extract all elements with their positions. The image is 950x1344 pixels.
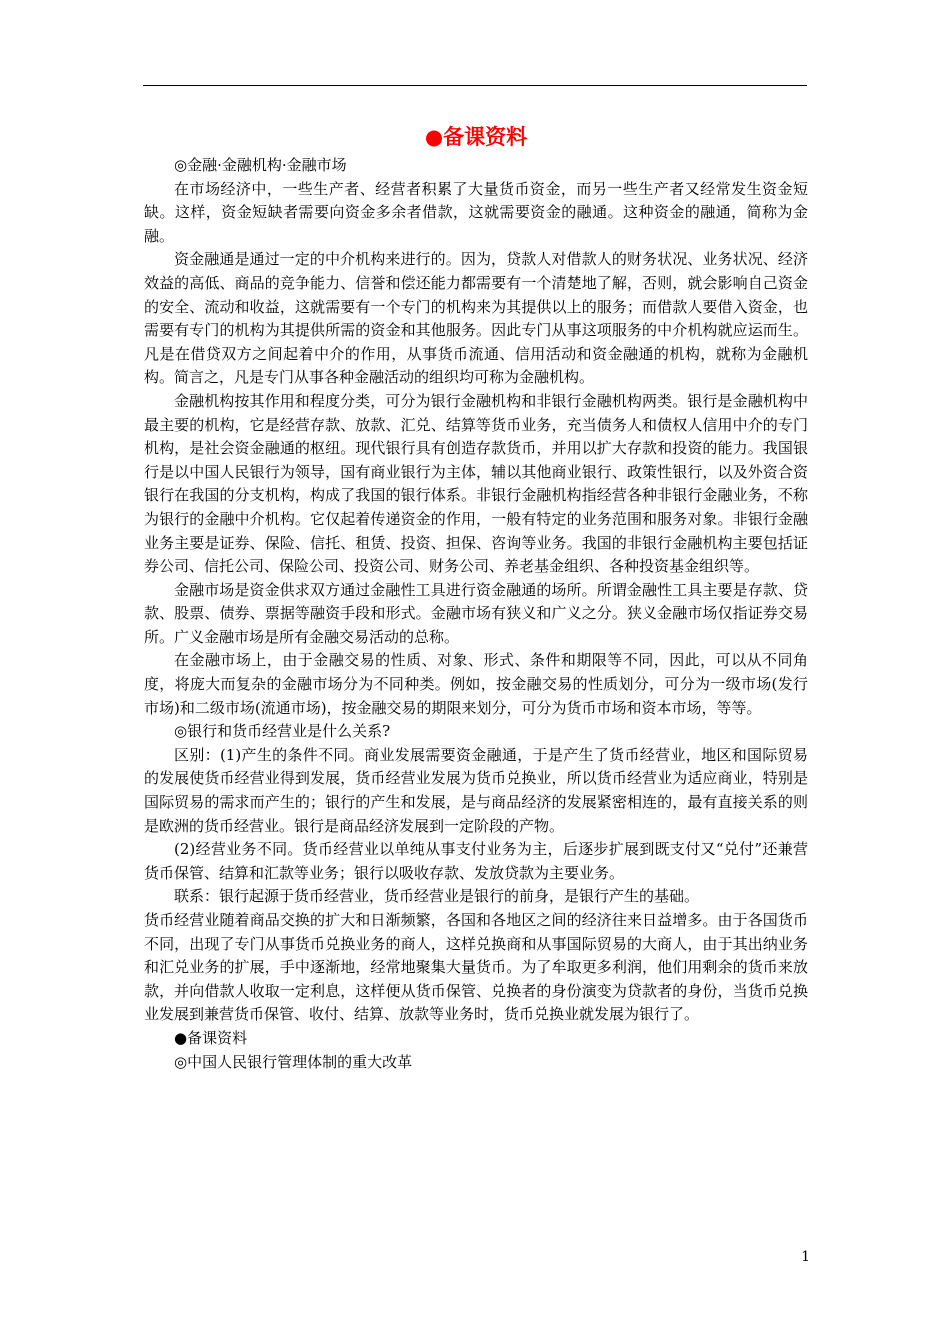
page-title: ●备课资料	[424, 125, 528, 149]
page-content	[144, 122, 808, 1074]
paragraph: 在金融市场上，由于金融交易的性质、对象、形式、条件和期限等不同，因此，可以从不同角度，将庞大而复杂的金融市场分为不同种类。例如，按金融交易的性质划分，可分为一级市场(发行市场)和二级市场(流通市场)，按金融交易的期限来划分，可分为货币市场和资本市场，等等。	[144, 651, 808, 717]
paragraph: 资金融通是通过一定的中介机构来进行的。因为，贷款人对借款人的财务状况、业务状况、经济效益的高低、商品的竞争能力、信誉和偿还能力都需要有一个清楚地了解，否则，就会影响自己资金的安全、流动和收益，这就需要有一个专门的机构来为其提供以上的服务；而借款人要借入资金，也需要有专门的机构为其提供所需的资金和其他服务。因此专门从事这项服务的中介机构就应运而生。凡是在借贷双方之间起着中介的作用，从事货币流通、信用活动和资金融通的机构，就称为金融机构。简言之，凡是专门从事各种金融活动的组织均可称为金融机构。	[144, 250, 808, 387]
paragraph: 在市场经济中，一些生产者、经营者积累了大量货币资金，而另一些生产者又经常发生资金短缺。这样，资金短缺者需要向资金多余者借款，这就需要资金的融通。这种资金的融通，简称为金融。	[144, 179, 808, 245]
paragraph: ◎银行和货币经营业是什么关系?	[174, 722, 391, 741]
paragraph: 金融机构按其作用和程度分类，可分为银行金融机构和非银行金融机构两类。银行是金融机构中最主要的机构，它是经营存款、放款、汇兑、结算等货币业务，充当债务人和债权人信用中介的专门机构，是社会资金融通的枢纽。现代银行具有创造存款货币，并用以扩大存款和投资的能力。我国银行是以中国人民银行为领导，国有商业银行为主体，辅以其他商业银行、政策性银行，以及外资合资银行在我国的分支机构，构成了我国的银行体系。非银行金融机构指经营各种非银行金融业务，不称为银行的金融中介机构。它仅起着传递资金的作用，一般有特定的业务范围和服务对象。非银行金融业务主要是证券、保险、信托、租赁、投资、担保、咨询等业务。我国的非银行金融机构主要包括证券公司、信托公司、保险公司、投资公司、财务公司、养老基金组织、各种投资基金组织等。	[144, 391, 808, 576]
paragraph: 货币经营业随着商品交换的扩大和日渐频繁，各国和各地区之间的经济往来日益增多。由于各国货币不同，出现了专门从事货币兑换业务的商人，这样兑换商和从事国际贸易的大商人，由于其出纳业务和汇兑业务的扩展，手中逐渐地，经常地聚集大量货币。为了牟取更多利润，他们用剩余的货币来放款，并向借款人收取一定利息，这样便从货币保管、兑换者的身份演变为贷款者的身份，当货币兑换业发展到兼营货币保管、收付、结算、放款等业务时，货币兑换业就发展为银行了。	[144, 911, 808, 1024]
paragraphs	[144, 154, 808, 1074]
header-rule	[143, 85, 807, 86]
paragraph: 联系：银行起源于货币经营业，货币经营业是银行的前身，是银行产生的基础。	[174, 887, 700, 906]
paragraph: ◎中国人民银行管理体制的重大改革	[174, 1052, 413, 1071]
paragraph: ◎金融·金融机构·金融市场	[174, 156, 347, 174]
page-number: 1	[801, 1249, 810, 1265]
paragraph: (2)经营业务不同。货币经营业以单纯从事支付业务为主，后逐步扩展到既支付又“兑付”还兼营货币保管、结算和汇款等业务；银行以吸收存款、发放贷款为主要业务。	[144, 840, 808, 882]
paragraph: 区别：(1)产生的条件不同。商业发展需要资金融通，于是产生了货币经营业，地区和国际贸易的发展使货币经营业得到发展，货币经营业发展为货币兑换业，所以货币经营业为适应商业，特别是国际贸易的需求而产生的；银行的产生和发展，是与商品经济的发展紧密相连的，最有直接关系的则是欧洲的货币经营业。银行是商品经济发展到一定阶段的产物。	[144, 745, 808, 835]
paragraph: 金融市场是资金供求双方通过金融性工具进行资金融通的场所。所谓金融性工具主要是存款、贷款、股票、债券、票据等融资手段和形式。金融市场有狭义和广义之分。狭义金融市场仅指证券交易所。广义金融市场是所有金融交易活动的总称。	[144, 580, 808, 646]
paragraph: ●备课资料	[174, 1028, 248, 1047]
